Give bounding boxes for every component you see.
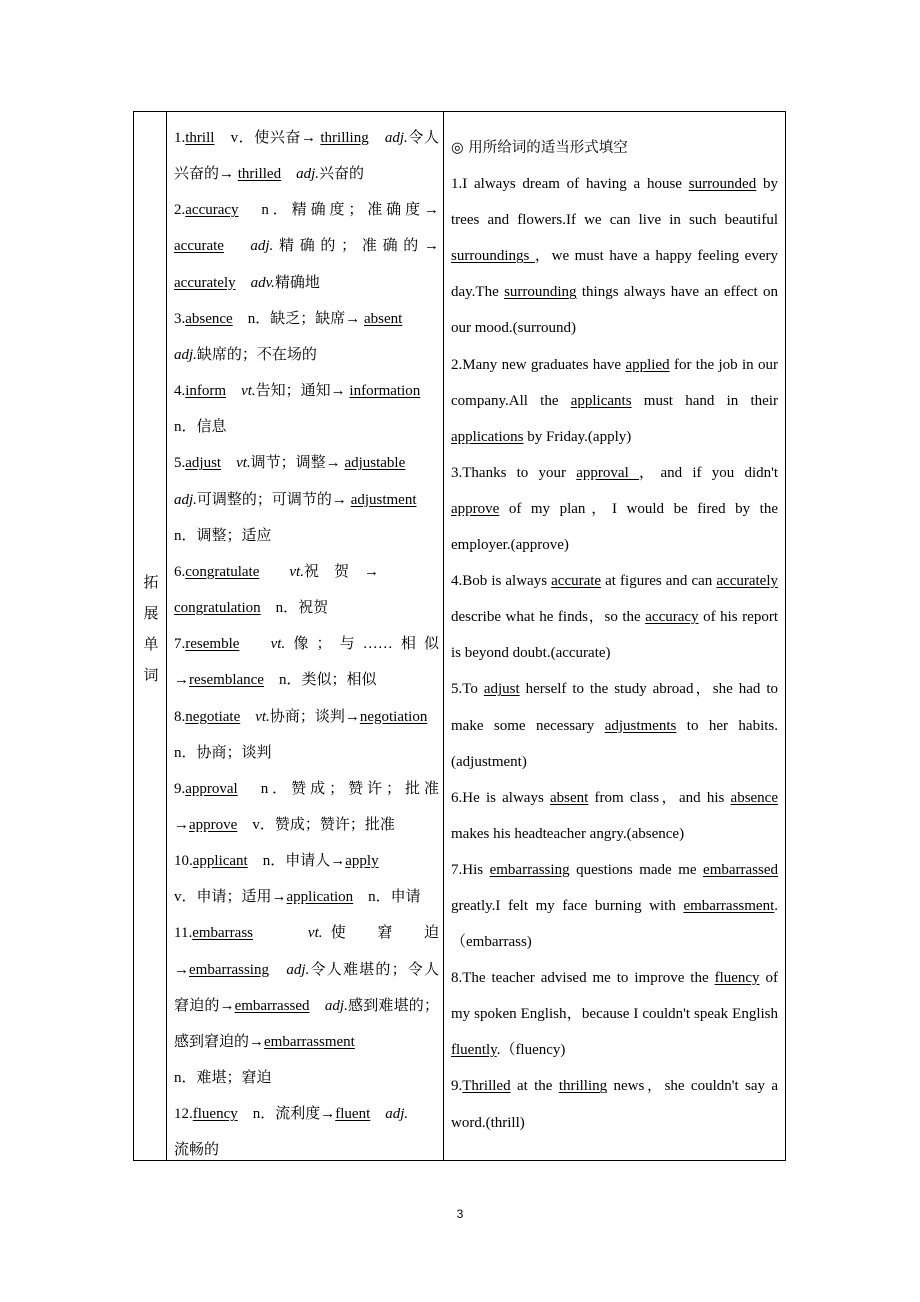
entry-2: 2.accuracy n．精确度；准确度→ accurate adj.精确的；准确的→ accurately adv.精确地 [174,202,439,291]
exercise-5: 5.To adjust herself to the study abroad，she had to make some necessary adjustments to her habits.(adjustment) [451,681,778,770]
exercise-3: 3.Thanks to your approval ，and if you didn't approve of my plan，I would be fired by the employer.(approve) [451,464,779,554]
exercise-6: 6.He is always absent from class，and his absence makes his headteacher angry.(absence) [451,789,778,842]
exercise-1: 1.I always dream of having a house surrounded by trees and flowers.If we can live in such beautiful surroundings ，we must have a happy feeling every day.The surrounding things always have an effect on our mood.(surround) [451,176,779,337]
entry-9: 9.approval n．赞成；赞许；批准→approve v．赞成；赞许；批准 [174,780,439,833]
entry-8: 8.negotiate vt.协商；谈判→negotiation n．协商；谈判 [174,708,428,761]
entry-6: 6.congratulate vt.祝 贺 → congratulation n．祝贺 [174,563,379,617]
exercise-4: 4.Bob is always accurate at figures and can accurately describe what he finds，so the accuracy of his report is beyond doubt.(accurate) [451,573,778,662]
entry-5: 5.adjust vt.调节；调整→ adjustable adj.可调整的；可调节的→ adjustment n．调整；适应 [174,455,417,544]
entry-10: 10.applicant n．申请人→apply v．申请；适用→application n．申请 [174,853,421,906]
exercise-2: 2.Many new graduates have applied for the job in our company.All the applicants must hand in their applications by Friday.(apply) [451,356,778,445]
entry-7: 7.resemble vt.像；与……相似→resemblance n．类似；相似 [174,636,439,689]
word-family-list [167,112,444,1160]
exercise-heading: ◎ 用所给词的适当形式填空 [451,140,628,156]
vocabulary-table [133,111,786,1161]
entry-12: 12.fluency n．流利度→fluent adj. 流畅的 [174,1106,409,1159]
entry-11: 11.embarrass vt.使 窘 迫→embarrassing adj.令人难堪的；令人窘迫的→embarrassed adj.感到难堪的；感到窘迫的→embarrassment n．难堪；窘迫 [174,925,439,1087]
section-label-cell [134,112,167,1160]
page-number: 3 [456,1207,464,1221]
exercise-9: 9.Thrilled at the thrilling news，she couldn't say a word.(thrill) [451,1078,778,1131]
section-label: 拓展单词 [141,574,160,698]
exercise-column [444,112,785,1160]
entry-1: 1.thrill v．使兴奋→ thrilling adj.令人兴奋的→ thrilled adj.兴奋的 [174,130,439,183]
exercise-8: 8.The teacher advised me to improve the fluency of my spoken English，because I couldn't speak English fluently.（fluency) [451,970,778,1059]
entry-3: 3.absence n．缺乏；缺席→ absent adj.缺席的；不在场的 [174,310,403,363]
exercise-7: 7.His embarrassing questions made me embarrassed greatly.I felt my face burning with embarrassment.（embarrass) [451,861,778,951]
entry-4: 4.inform vt.告知；通知→ information n．信息 [174,383,421,436]
